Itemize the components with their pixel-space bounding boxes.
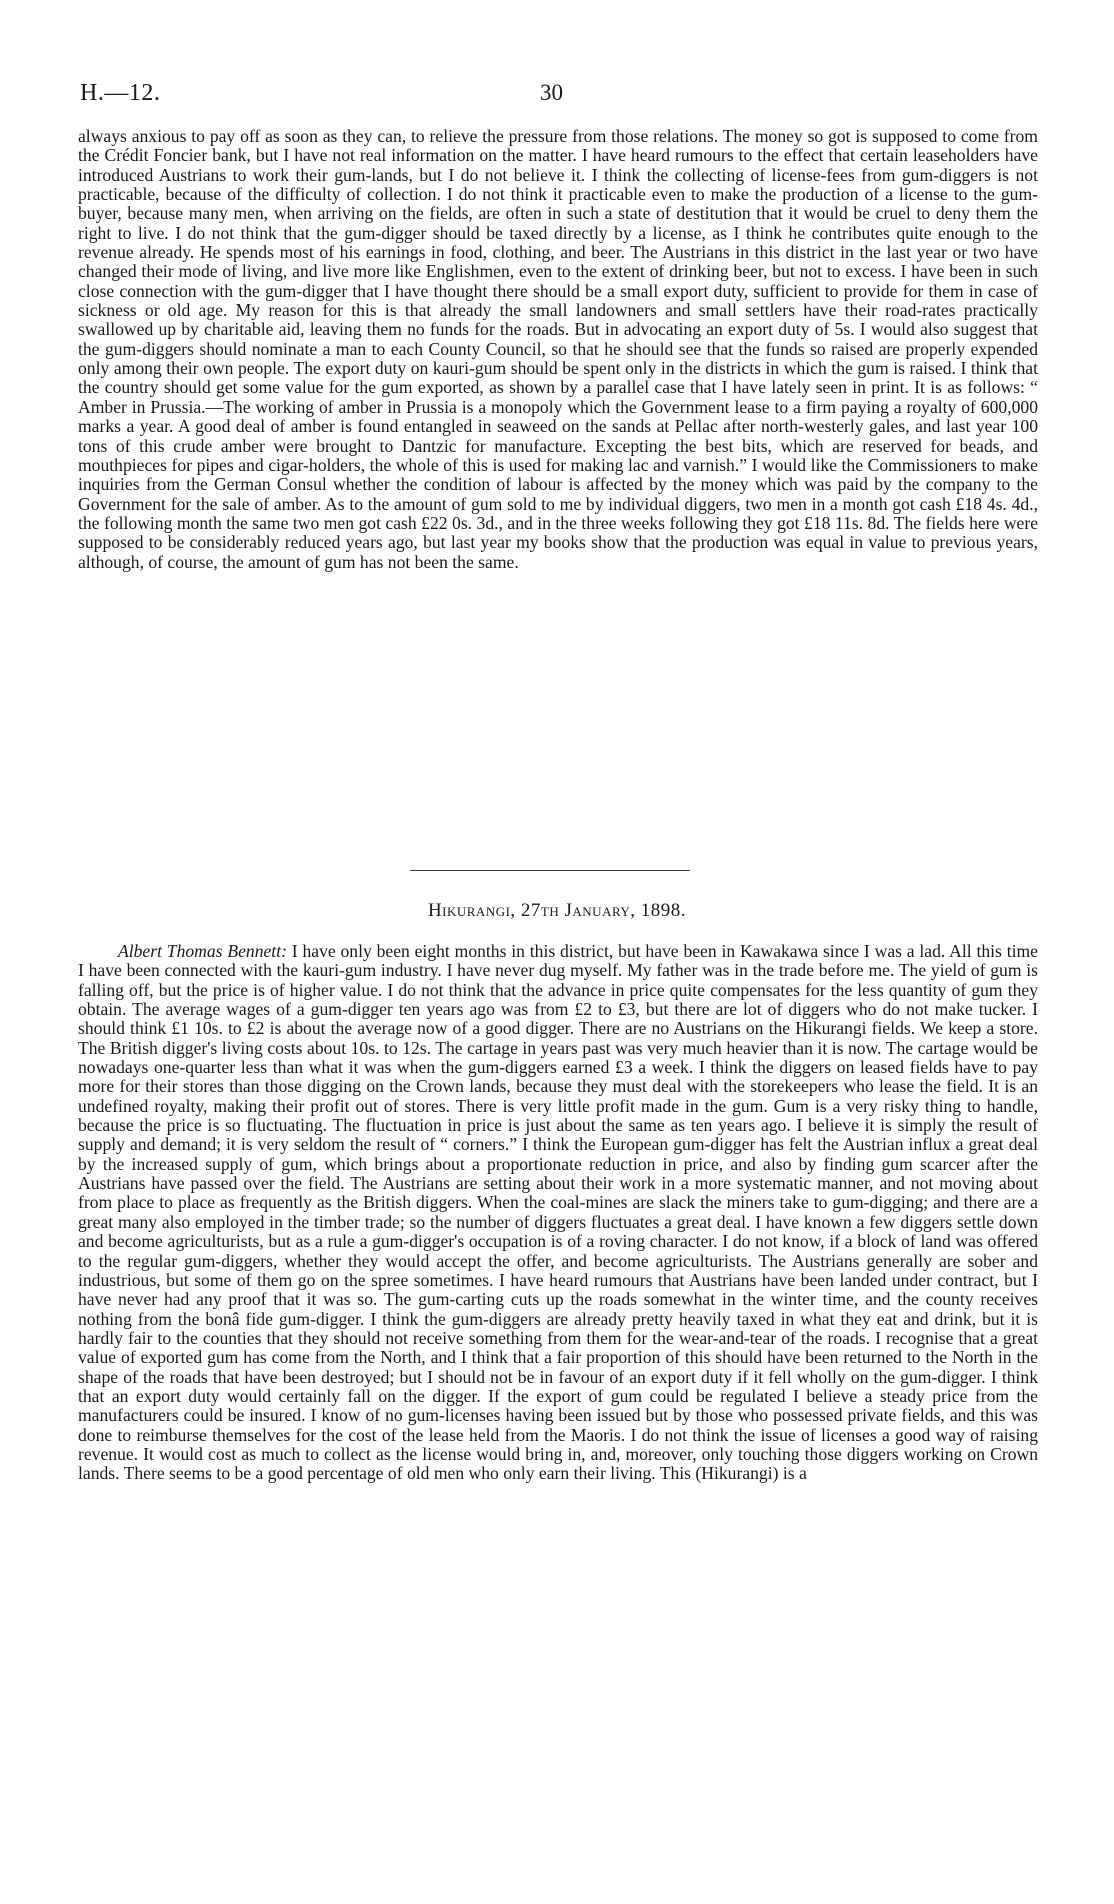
page-number: 30	[540, 80, 563, 105]
testimony-text: I have only been eight months in this district, but have been in Kawakawa since I was a lad. All this time I have been connected with the kauri-gum industry. I have never dug myself. My father was in the trade before me. The yield of gum is falling off, but the price is of higher value. I do not think that the advance in price quite compensates for the less quantity of gum they obtain. The average wages of a gum-digger ten years ago was from £2 to £3, but there are lot of diggers who do not make tucker. I should think £1 10s. to £2 is about the average now of a good digger. There are no Austrians on the Hikurangi fields. We keep a store. The British digger's living costs about 10s. to 12s. The cartage in years past was very much heavier than it is now. The cartage would be nowadays one-quarter less than what it was when the gum-diggers earned £3 a week. I think the diggers on leased fields have to pay more for their stores than those digging on the Crown lands, because they must deal with the storekeepers who lease the field. It is an undefined royalty, making their profit out of stores. There is very little profit made in the gum. Gum is a very risky thing to handle, because the price is so fluctuating. The fluctuation in price is just about the same as ten years ago. I believe it is simply the result of supply and demand; it is very seldom the result of “ corners.” I think the European gum-digger has felt the Austrian influx a great deal by the increased supply of gum, which brings about a proportionate reduction in price, and also by finding gum scarcer after the Austrians have passed over the field. The Austrians are setting about their work in a more systematic manner, and not moving about from place to place as frequently as the British diggers. When the coal-mines are slack the miners take to gum-digging; and there are a great many also employed in the timber trade; so the number of diggers fluctuates a great deal. I have known a few diggers settle down and become agriculturists, but as a rule a gum-digger's occupation is of a roving character. I do not know, if a block of land was offered to the regular gum-diggers, whether they would accept the offer, and become agriculturists. The Austrians generally are sober and industrious, but some of them go on the spree sometimes. I have heard rumours that Austrians have been landed under contract, but I have never had any proof that it was so. The gum-carting cuts up the roads somewhat in the winter time, and the county receives nothing from the bonâ fide gum-digger. I think the gum-diggers are already pretty heavily taxed in what they eat and drink, but it is hardly fair to the counties that they should not receive something from them for the wear-and-tear of the roads. I recognise that a great value of exported gum has come from the North, and I think that a fair proportion of this should have been returned to the North in the shape of the roads that have been destroyed; but I should not be in favour of an export duty if it fell wholly on the gum-digger. I think that an export duty would certainly fall on the digger. If the export of gum could be regulated I believe a steady price from the manufacturers could be insured. I know of no gum-licenses having been issued but by those who possessed private fields, and this was done to reimburse themselves for the cost of the lease held from the Maoris. I do not think the issue of licenses a good way of raising revenue. It would cost as much to collect as the license would bring in, and, moreover, only touching those diggers working on Crown lands. There seems to be a good percentage of old men who only earn their living. This (Hikurangi) is a	[78, 941, 1038, 1484]
section-heading: Hikurangi, 27th January, 1898.	[427, 900, 687, 921]
testimony-paragraph	[78, 942, 1038, 1484]
section-divider	[410, 870, 690, 871]
document-reference: H.—12.	[80, 80, 161, 106]
continued-paragraph: always anxious to pay off as soon as they can, to relieve the pressure from those relations. The money so got is supposed to come from the Crédit Foncier bank, but I have not real information on the matter. I have heard rumours to the effect that certain leaseholders have introduced Austrians to work their gum-lands, but I do not believe it. I think the collecting of license-fees from gum-diggers is not practicable, because of the difficulty of collection. I do not think it practicable even to make the production of a license to the gum-buyer, because many men, when arriving on the fields, are often in such a state of destitution that it would be cruel to deny them the right to live. I do not think that the gum-digger should be taxed directly by a license, as I think he contributes quite enough to the revenue already. He spends most of his earnings in food, clothing, and beer. The Austrians in this district in the last year or two have changed their mode of living, and live more like Englishmen, even to the extent of drinking beer, but not to excess. I have been in such close connection with the gum-digger that I have thought there should be a small export duty, sufficient to provide for them in case of sickness or old age. My reason for this is that already the small landowners and small settlers have their road-rates practically swallowed up by charitable aid, leaving them no funds for the roads. But in advocating an export duty of 5s. I would also suggest that the gum-diggers should nominate a man to each County Council, so that he should see that the funds so raised are properly expended only among their own people. The export duty on kauri-gum should be spent only in the districts in which the gum is raised. I think that the country should get some value for the gum exported, as shown by a parallel case that I have lately seen in print. It is as follows: “ Amber in Prussia.—The working of amber in Prussia is a monopoly which the Government lease to a firm paying a royalty of 600,000 marks a year. A good deal of amber is found entangled in seaweed on the sands at Pellac after north-westerly gales, and last year 100 tons of this crude amber were brought to Dantzic for manufacture. Excepting the best bits, which are reserved for beads, and mouthpieces for pipes and cigar-holders, the whole of this is used for making lac and varnish.” I would like the Commissioners to make inquiries from the German Consul whether the condition of labour is affected by the money which was paid by the company to the Government for the sale of amber. As to the amount of gum sold to me by individual diggers, two men in a month got cash £18 4s. 4d., the following month the same two men got cash £22 0s. 3d., and in the three weeks following they got £18 11s. 8d. The fields here were supposed to be considerably reduced years ago, but last year my books show that the production was equal in value to previous years, although, of course, the amount of gum has not been the same.	[78, 126, 1038, 572]
speaker-name: Albert Thomas Bennett:	[118, 941, 287, 961]
